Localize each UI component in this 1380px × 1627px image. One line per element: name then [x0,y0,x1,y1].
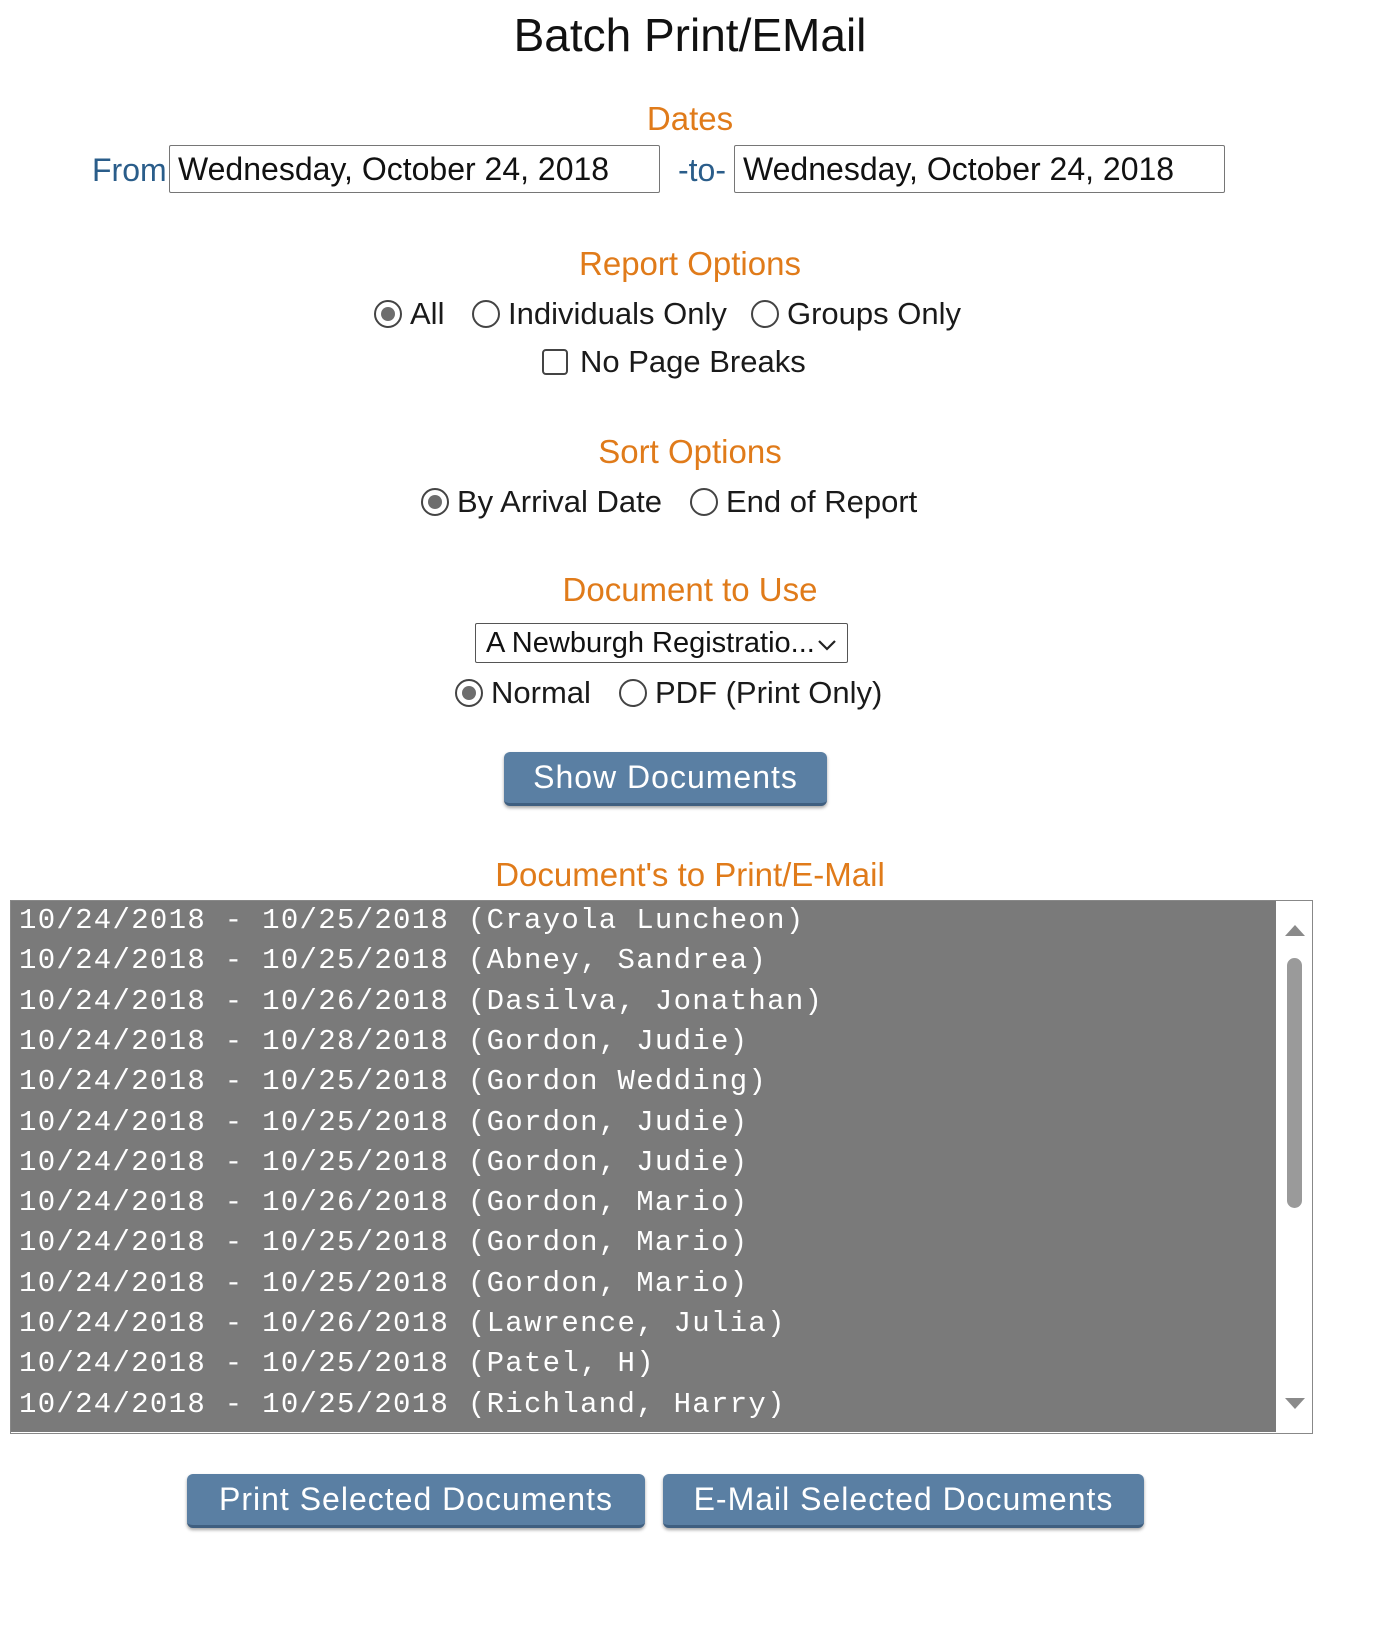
list-item[interactable]: 10/24/2018 - 10/25/2018 (Crayola Luncheon) [19,904,805,937]
radio-end-of-report[interactable] [690,488,718,516]
report-option-all[interactable] [374,296,444,332]
radio-groups-only[interactable] [751,300,779,328]
list-item[interactable]: 10/24/2018 - 10/25/2018 (Gordon, Mario) [19,1226,749,1260]
format-option-pdf[interactable] [619,675,882,711]
document-select-value: A Newburgh Registratio... [486,626,815,659]
list-item[interactable]: 10/24/2018 - 10/25/2018 (Abney, Sandrea) [19,944,768,978]
list-item[interactable]: 10/24/2018 - 10/25/2018 (Richland, Harry) [19,1387,786,1421]
email-selected-documents-button[interactable]: E-Mail Selected Documents [663,1474,1144,1528]
radio-normal[interactable] [455,679,483,707]
documents-scrollbar[interactable] [1277,901,1312,1432]
radio-groups-label: Groups Only [787,296,962,331]
chevron-down-icon [817,627,837,660]
print-selected-documents-button[interactable]: Print Selected Documents [187,1474,645,1528]
documents-heading: Document's to Print/E-Mail [495,856,885,893]
no-page-breaks-option[interactable] [542,344,806,380]
radio-pdf-print-only[interactable] [619,679,647,707]
show-documents-button[interactable]: Show Documents [504,752,827,806]
radio-all-label: All [410,296,445,331]
documents-listbox[interactable] [10,900,1313,1434]
dates-heading: Dates [646,100,734,137]
to-label: -to- [678,152,726,188]
radio-all[interactable] [374,300,402,328]
report-option-individuals[interactable] [472,296,727,332]
documents-list[interactable] [11,901,1276,1432]
radio-individuals-label: Individuals Only [508,296,727,331]
list-item[interactable]: 10/24/2018 - 10/25/2018 (Gordon, Judie) [19,1145,749,1179]
report-option-groups[interactable] [751,296,961,332]
to-date-input[interactable]: Wednesday, October 24, 2018 [734,145,1225,193]
document-select[interactable] [475,623,848,663]
radio-arrival-label: By Arrival Date [457,484,663,519]
format-option-normal[interactable] [455,675,591,711]
sort-option-arrival[interactable] [421,484,662,520]
radio-by-arrival-date[interactable] [421,488,449,516]
arrow-down-icon[interactable] [1285,1398,1305,1409]
list-item[interactable]: 10/24/2018 - 10/28/2018 (Gordon, Judie) [19,1024,749,1058]
sort-option-end[interactable] [690,484,917,520]
radio-pdf-label: PDF (Print Only) [655,675,883,710]
arrow-up-icon[interactable] [1285,925,1305,936]
document-to-use-heading: Document to Use [562,571,818,608]
no-page-breaks-label: No Page Breaks [580,344,806,379]
no-page-breaks-checkbox[interactable] [542,349,568,375]
list-item[interactable]: 10/24/2018 - 10/25/2018 (Patel, H) [19,1347,655,1381]
list-item[interactable]: 10/24/2018 - 10/25/2018 (Gordon, Judie) [19,1105,749,1139]
list-item[interactable]: 10/24/2018 - 10/25/2018 (Gordon Wedding) [19,1065,768,1099]
scrollbar-thumb[interactable] [1287,958,1302,1208]
from-date-input[interactable]: Wednesday, October 24, 2018 [169,145,660,193]
radio-individuals-only[interactable] [472,300,500,328]
page-title: Batch Print/EMail [513,9,867,61]
list-item[interactable]: 10/24/2018 - 10/26/2018 (Gordon, Mario) [19,1186,749,1220]
list-item[interactable]: 10/24/2018 - 10/26/2018 (Dasilva, Jonathan) [19,984,824,1018]
radio-end-label: End of Report [726,484,918,519]
list-item[interactable]: 10/24/2018 - 10/25/2018 (Gordon, Mario) [19,1266,749,1300]
list-item[interactable]: 10/24/2018 - 10/26/2018 (Lawrence, Julia) [19,1307,786,1340]
report-options-heading: Report Options [579,245,801,282]
radio-normal-label: Normal [491,675,591,710]
sort-options-heading: Sort Options [598,433,782,470]
from-label: From [92,152,167,188]
